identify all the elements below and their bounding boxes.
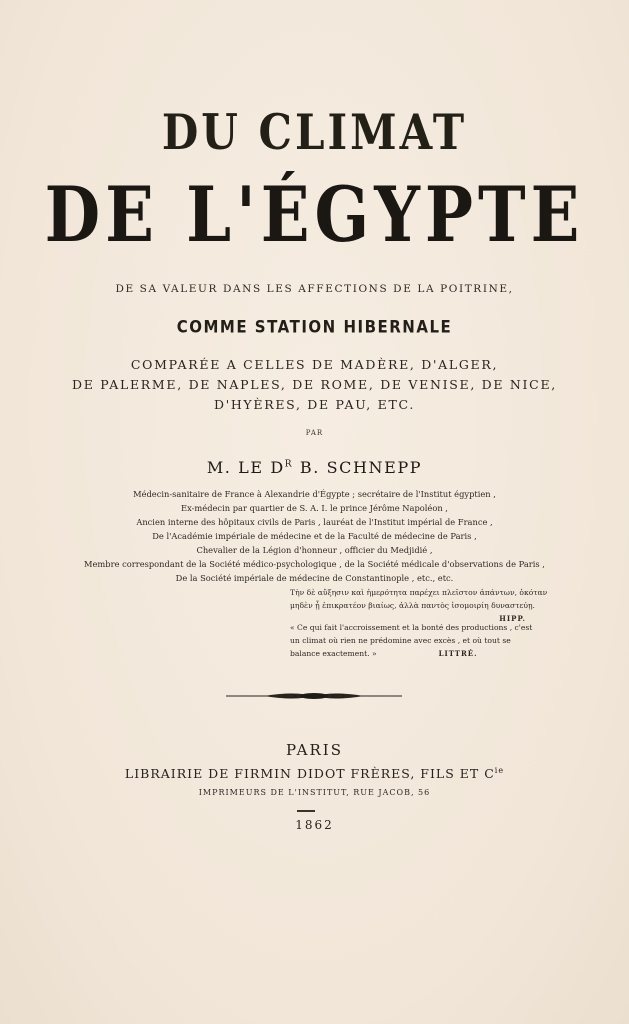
author-surname: B. SCHNEPP: [293, 458, 423, 477]
par-label: PAR: [305, 429, 324, 437]
greek-epigraph-line: μηδὲν ᾖ ἐπικρατέον βιαίως, ἀλλὰ παντὸς ἰσομοιρίη δυναστεύῃ.: [290, 601, 535, 610]
subtitle-line-2: COMME STATION HIBERNALE: [176, 316, 453, 338]
credential-line: De la Société impériale de médecine de Constantinople , etc., etc.: [175, 573, 454, 583]
imprint-printers: IMPRIMEURS DE L'INSTITUT, RUE JACOB, 56: [198, 788, 431, 797]
credential-line: Ex-médecin par quartier de S. A. I. le prince Jérôme Napoléon ,: [181, 503, 448, 513]
ornamental-rule-icon: [224, 690, 404, 702]
imprint-place: PARIS: [285, 741, 344, 759]
comparison-line: D'HYÈRES, DE PAU, ETC.: [213, 397, 416, 412]
author-prefix: M. LE D: [206, 458, 285, 477]
imprint-publisher: [0, 766, 629, 781]
credential-line: De l'Académie impériale de médecine et de la Faculté de médecine de Paris ,: [152, 531, 477, 541]
title-line-1: DU CLIMAT: [161, 104, 468, 161]
greek-epigraph: [290, 586, 548, 625]
publisher-sup: ie: [494, 766, 505, 775]
french-epigraph-line: balance exactement. »: [290, 649, 377, 658]
comparison-line: COMPARÉE A CELLES DE MADÈRE, D'ALGER,: [130, 357, 499, 372]
subtitle-line-1: DE SA VALEUR DANS LES AFFECTIONS DE LA POITRINE,: [115, 283, 514, 295]
title-line-2: DE L'ÉGYPTE: [44, 171, 585, 260]
publisher-name: LIBRAIRIE DE FIRMIN DIDOT FRÈRES, FILS ET C: [124, 766, 495, 782]
credential-line: Ancien interne des hôpitaux civils de Paris , lauréat de l'Institut impérial de France ,: [136, 517, 493, 527]
author-title-sup: R: [284, 459, 294, 470]
greek-epigraph-line: Τὴν δὲ αὔξησιν καὶ ἡμερότητα παρέχει πλεῖστον ἁπάντων, ὁκόταν: [290, 588, 548, 597]
credential-line: Membre correspondant de la Société médico-psychologique , de la Société médicale d'observations de Paris ,: [84, 559, 545, 569]
divider-dash: [297, 810, 315, 812]
greek-epigraph-attribution: HIPP.: [499, 614, 526, 623]
imprint-year: 1862: [295, 818, 334, 832]
french-epigraph-attribution: LITTRÉ.: [438, 649, 478, 658]
french-epigraph-line: un climat où rien ne prédomine avec excès , et où tout se: [290, 636, 511, 645]
french-epigraph-line: « Ce qui fait l'accroissement et la bonté des productions , c'est: [290, 623, 533, 632]
french-epigraph: [290, 621, 533, 660]
comparison-line: DE PALERME, DE NAPLES, DE ROME, DE VENISE, DE NICE,: [72, 377, 557, 392]
author-name: [0, 458, 629, 477]
credential-line: Médecin-sanitaire de France à Alexandrie d'Égypte ; secrétaire de l'Institut égyptien ,: [133, 489, 496, 499]
credential-line: Chevalier de la Légion d'honneur , officier du Medjidié ,: [196, 545, 433, 555]
